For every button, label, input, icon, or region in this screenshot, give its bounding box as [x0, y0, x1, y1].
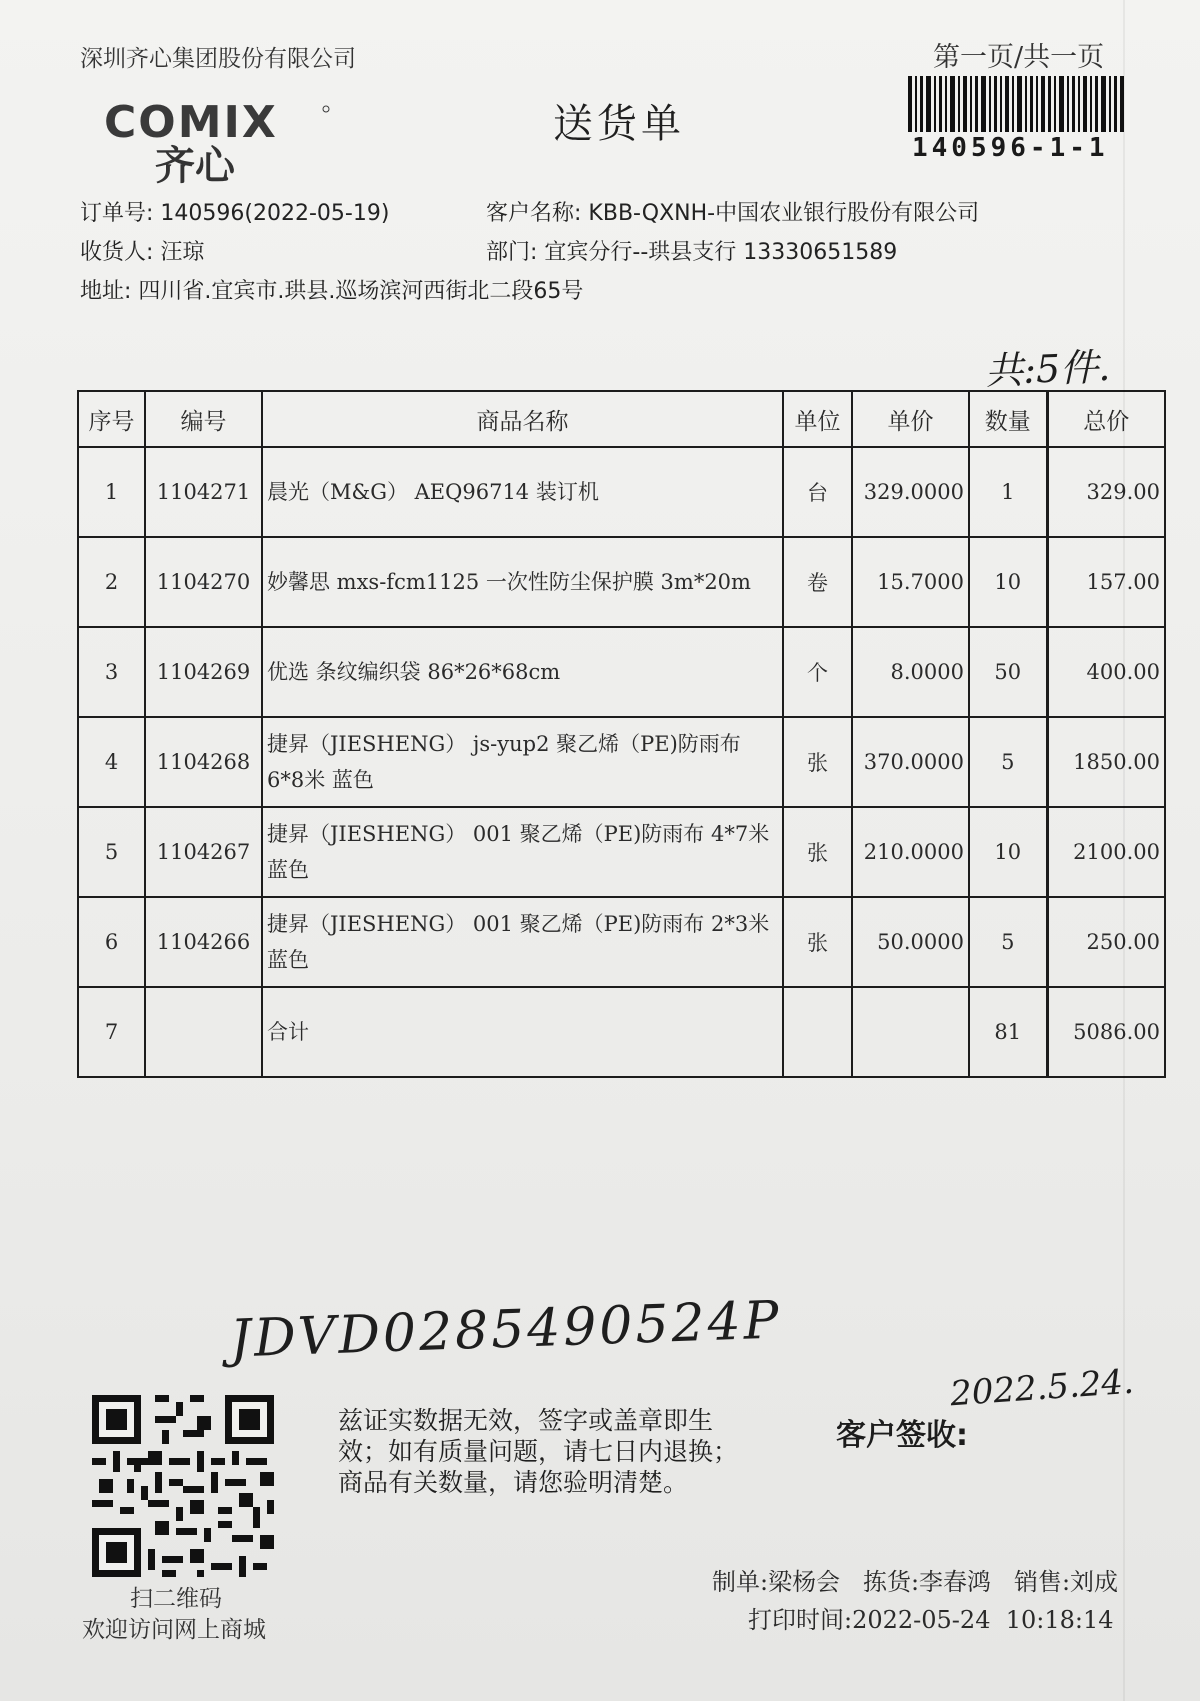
customer-name-value: KBB-QXNH-中国农业银行股份有限公司 [588, 201, 980, 226]
customer-name-label: 客户名称: [486, 201, 582, 226]
page-indicator: 第一页/共一页 [933, 42, 1105, 73]
receiver-label: 收货人: [80, 240, 154, 265]
cell-quantity: 1 [969, 447, 1047, 537]
cell-total-quantity: 81 [969, 987, 1047, 1077]
cell-unit-price: 370.0000 [852, 717, 969, 807]
svg-text:齐心: 齐心 [155, 143, 235, 185]
qr-caption-scan: 扫二维码 [130, 1586, 222, 1612]
order-number [80, 196, 389, 227]
customer-signature-label: 客户签收: [836, 1418, 968, 1453]
items-table [77, 390, 1166, 1078]
department [486, 235, 897, 266]
table-row [78, 897, 1165, 987]
customer-name [486, 196, 979, 227]
cell-unit: 卷 [783, 537, 852, 627]
cell-seq: 2 [78, 537, 145, 627]
staff-line: 制单:梁杨会 拣货:李春鸿 销售:刘成 [712, 1568, 1119, 1596]
qr-caption-welcome: 欢迎访问网上商城 [82, 1617, 266, 1643]
notice-text [338, 1405, 738, 1498]
cell-total: 250.00 [1047, 897, 1165, 987]
cell-total: 2100.00 [1047, 807, 1165, 897]
order-number-label: 订单号: [80, 201, 154, 226]
cell-total: 1850.00 [1047, 717, 1165, 807]
cell-quantity: 10 [969, 537, 1047, 627]
cell-seq: 6 [78, 897, 145, 987]
cell-unit-price: 15.7000 [852, 537, 969, 627]
barcode-number: 140596-1-1 [912, 133, 1109, 163]
cell-unit-price [852, 987, 969, 1077]
cell-quantity: 5 [969, 897, 1047, 987]
cell-unit: 张 [783, 807, 852, 897]
cell-seq: 7 [78, 987, 145, 1077]
cell-unit-price: 329.0000 [852, 447, 969, 537]
handwritten-tracking-number: JDVD0285490524P [229, 1290, 783, 1370]
receiver [80, 235, 204, 266]
comix-logo [100, 95, 340, 185]
cell-seq: 5 [78, 807, 145, 897]
cell-quantity: 5 [969, 717, 1047, 807]
department-value: 宜宾分行--珙县支行 13330651589 [544, 240, 898, 265]
cell-product-name: 晨光（M&G） AEQ96714 装订机 [262, 447, 783, 537]
handwritten-count-note: 共:5件. [984, 344, 1111, 394]
cell-total: 400.00 [1047, 627, 1165, 717]
cell-unit: 张 [783, 897, 852, 987]
cell-seq: 4 [78, 717, 145, 807]
cell-product-name: 捷昇（JIESHENG） js-yup2 聚乙烯（PE)防雨布 6*8米 蓝色 [262, 717, 783, 807]
qr-code-graphic [92, 1395, 274, 1577]
cell-total: 157.00 [1047, 537, 1165, 627]
header-total: 总价 [1047, 391, 1165, 447]
cell-code: 1104269 [145, 627, 262, 717]
header-unit: 单位 [783, 391, 852, 447]
header-unit-price: 单价 [852, 391, 969, 447]
cell-quantity: 10 [969, 807, 1047, 897]
cell-unit [783, 987, 852, 1077]
cell-total: 329.00 [1047, 447, 1165, 537]
header-seq: 序号 [78, 391, 145, 447]
cell-unit: 张 [783, 717, 852, 807]
address-label: 地址: [80, 279, 132, 304]
table-total-row [78, 987, 1165, 1077]
cell-code: 1104271 [145, 447, 262, 537]
cell-quantity: 50 [969, 627, 1047, 717]
notice-line: 兹证实数据无效，签字或盖章即生 [338, 1406, 714, 1435]
table-row [78, 717, 1165, 807]
cell-unit-price: 8.0000 [852, 627, 969, 717]
cell-unit-price: 50.0000 [852, 897, 969, 987]
barcode [908, 76, 1126, 132]
svg-text:COMIX: COMIX [104, 97, 278, 148]
table-header-row [78, 391, 1165, 447]
qr-code [92, 1395, 274, 1577]
cell-code: 1104267 [145, 807, 262, 897]
barcode-graphic [908, 76, 1126, 132]
order-number-value: 140596(2022-05-19) [160, 201, 390, 226]
table-row [78, 627, 1165, 717]
address-value: 四川省.宜宾市.珙县.巡场滨河西街北二段65号 [138, 279, 584, 304]
department-label: 部门: [486, 240, 538, 265]
table-row [78, 537, 1165, 627]
cell-unit: 台 [783, 447, 852, 537]
header-product-name: 商品名称 [262, 391, 783, 447]
notice-line: 商品有关数量，请您验明清楚。 [338, 1468, 689, 1497]
comix-logo-graphic [100, 95, 340, 185]
cell-unit: 个 [783, 627, 852, 717]
cell-seq: 1 [78, 447, 145, 537]
cell-unit-price: 210.0000 [852, 807, 969, 897]
handwritten-date: 2022.5.24. [948, 1361, 1136, 1415]
cell-product-name: 捷昇（JIESHENG） 001 聚乙烯（PE)防雨布 4*7米 蓝色 [262, 807, 783, 897]
cell-seq: 3 [78, 627, 145, 717]
cell-code: 1104268 [145, 717, 262, 807]
header-code: 编号 [145, 391, 262, 447]
cell-product-name: 妙馨思 mxs-fcm1125 一次性防尘保护膜 3m*20m [262, 537, 783, 627]
notice-line: 效；如有质量问题，请七日内退换； [338, 1437, 739, 1466]
address [80, 274, 583, 305]
print-time: 打印时间:2022-05-24 10:18:14 [748, 1606, 1114, 1634]
cell-grand-total: 5086.00 [1047, 987, 1165, 1077]
cell-code [145, 987, 262, 1077]
header-quantity: 数量 [969, 391, 1047, 447]
cell-product-name: 捷昇（JIESHENG） 001 聚乙烯（PE)防雨布 2*3米 蓝色 [262, 897, 783, 987]
cell-code: 1104266 [145, 897, 262, 987]
cell-code: 1104270 [145, 537, 262, 627]
cell-total-label: 合计 [262, 987, 783, 1077]
receiver-value: 汪琼 [160, 240, 205, 265]
table-row [78, 807, 1165, 897]
cell-product-name: 优选 条纹编织袋 86*26*68cm [262, 627, 783, 717]
document-title: 送货单 [553, 101, 685, 147]
paper-fold-line [1123, 0, 1125, 1701]
table-row [78, 447, 1165, 537]
company-name: 深圳齐心集团股份有限公司 [80, 46, 356, 72]
